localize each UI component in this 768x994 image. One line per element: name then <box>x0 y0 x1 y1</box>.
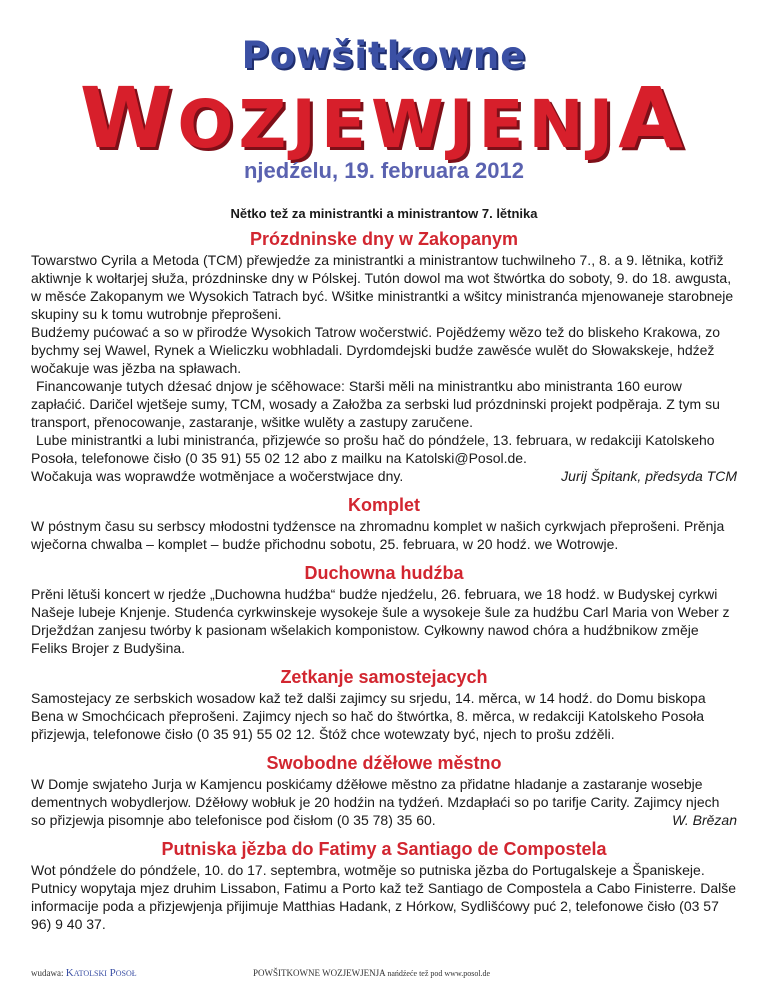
footer-note: nańdźeće tež pod www.posol.de <box>387 969 491 978</box>
paragraph: W póstnym času su serbscy młodostni tydźensce na zhromadnu komplet w našich cyrkwjach přeprošeni. Prěnja wječorna chwalba – komplet – budźe přichodnu sobotu, 25. februara, w 20 hodź. we Wotrowje. <box>31 518 725 552</box>
section-job <box>31 751 737 829</box>
masthead-title <box>0 69 768 167</box>
paragraph: Samostejacy ze serbskich wosadow kaž tež dalši zajimcy su srjedu, 14. měrca, w 14 hodź. do Domu biskopa Bena w Smochćicach přeprošeni. Zajimcy njech so hač do štwórtka, 8. měrca, w redakciji Katolskeho Posoła přizjewja, telefonowe čisło (0 35 91) 55 02 12. Štóž chce wotewzaty być, njech to prošu zdźěli. <box>31 690 706 742</box>
section-heading: Prózdninske dny w Zakopanym <box>249 229 519 249</box>
section-pilgrimage <box>31 837 737 933</box>
signature: W. Brězan <box>672 812 737 828</box>
masthead-subtitle: Powšitkowne <box>241 34 527 77</box>
masthead-title-final: A <box>618 69 689 167</box>
footer-title: POWŠITKOWNE WOZJEWJENJA <box>253 968 386 978</box>
section-summer-days <box>31 227 737 485</box>
paragraph: Lube ministrantki a lubi ministranća, přizjewće so prošu hač do póndźele, 13. februara, w redakciji Katolskeho Posoła, telefonowe čisło (0 35 91) 55 02 12 abo z mailku na Katolski@Posol.de. <box>31 432 715 466</box>
publisher <box>31 967 137 979</box>
paragraph: Wočakuja was woprawdźe wotměnjace a wočerstwjace dny. <box>31 468 404 484</box>
section-music <box>31 561 737 657</box>
publisher-label: wudawa: <box>31 968 64 978</box>
issue-date: njedźelu, 19. februara 2012 <box>243 158 525 183</box>
signature: Jurij Špitank, předsyda TCM <box>561 468 737 484</box>
section-meeting <box>31 665 737 743</box>
footer-center <box>253 968 490 978</box>
paragraph: Financowanje tutych dźesać dnjow je sćěhowace: Starši měli na ministrantku abo ministranta 160 eurow zapłaćić. Daričel wjetšeje sumy, TCM, wosady a Załožba za serbski lud prózdninski projekt podpěraja. Z tym su transport, přenocowanje, zastaranje, wšitke wulěty a zastupy zaručene. <box>31 378 720 430</box>
section-heading: Swobodne dźěłowe městno <box>266 753 502 773</box>
paragraph: Prěni lětuši koncert w rjedźe „Duchowna hudźba“ budźe njedźelu, 26. februara, we 18 hodź. w Budyskej cyrkwi Našeje lubeje Knjenje. Studenća cyrkwinskeje wysokeje šule a wysokeje šule za hudźbu Carl Maria von Weber z Drježdźan zanjesu twórby k pasionam wšelakich komponistow. Cyłkowny nawod chóra a hudźbnikow změje Feliks Brojer z Budyšina. <box>31 586 730 656</box>
paragraph-with-signature <box>31 467 737 485</box>
paragraph: Wot póndźele do póndźele, 10. do 17. septembra, wotměje so putniska jězba do Portugalskeje a Španiskeje. Putnicy wopytaja mjez druhim Lissabon, Fatimu a Porto kaž tež Santiago de Compostela a Cabo Finisterre. Dalše informacije poda a přizjewjenja přijimuje Matthias Hadank, z Hórkow, Sydlišćowy puć 2, telefonowe čisło (03 57 96) 9 40 37. <box>31 862 737 932</box>
paragraph: Budźemy pućować a so w přirodźe Wysokich Tatrow wočerstwić. Pojědźemy wězo tež do bliskeho Krakowa, zo bychmy sej Wawel, Rynek a Wieliczku wobhladali. Dyrdomdejski budźe zawěsće wulět do Słowakskeje, hdźež wočakuje was jězba na spławach. <box>31 324 721 376</box>
section-heading: Komplet <box>348 495 420 515</box>
paragraph: Towarstwo Cyrila a Metoda (TCM) přewjedźe za ministrantki a ministrantow tuchwilneho 7., 8. a 9. lětnika, kotřiž aktiwnje k wołtarjej słuža, prózdninske dny w Pólskej. Tutón dowol ma wot štwórtka do soboty, 9. do 18. awgusta, w měsće Zakopanym we Wysokich Tatrach być. Wšitke ministrantki a wšitcy ministranća mjenowaneje starobneje skupiny su k tomu wutrobnje přeprošeni. <box>31 252 734 322</box>
masthead-title-middle: OZJEWJENJ <box>177 86 619 163</box>
masthead-title-initial: W <box>79 69 178 167</box>
paragraph: W Domje swjateho Jurja w Kamjencu poskićamy dźěłowe městno za přidatne hladanje a zastaranje wosebje dementnych wobydlerjow. Dźěłowy wobłuk je 20 hodźin na tydźeń. Mzdapłaći so po tarifje Carity. Zajimcy njech so přizjewja pisomnje abo telefonisce pod čisłom (0 35 78) 35 60. <box>31 776 720 828</box>
section-heading: Putniska jězba do Fatimy a Santiago de Compostela <box>161 839 607 859</box>
section-komplet <box>31 493 737 553</box>
section-heading: Duchowna hudźba <box>304 563 464 583</box>
section-heading: Zetkanje samostejacych <box>280 667 488 687</box>
article-content <box>31 206 737 933</box>
publisher-name: Katolski Posoł <box>65 967 137 979</box>
intro-line: Nětko tež za ministrantki a ministrantow 7. lětnika <box>230 206 538 221</box>
